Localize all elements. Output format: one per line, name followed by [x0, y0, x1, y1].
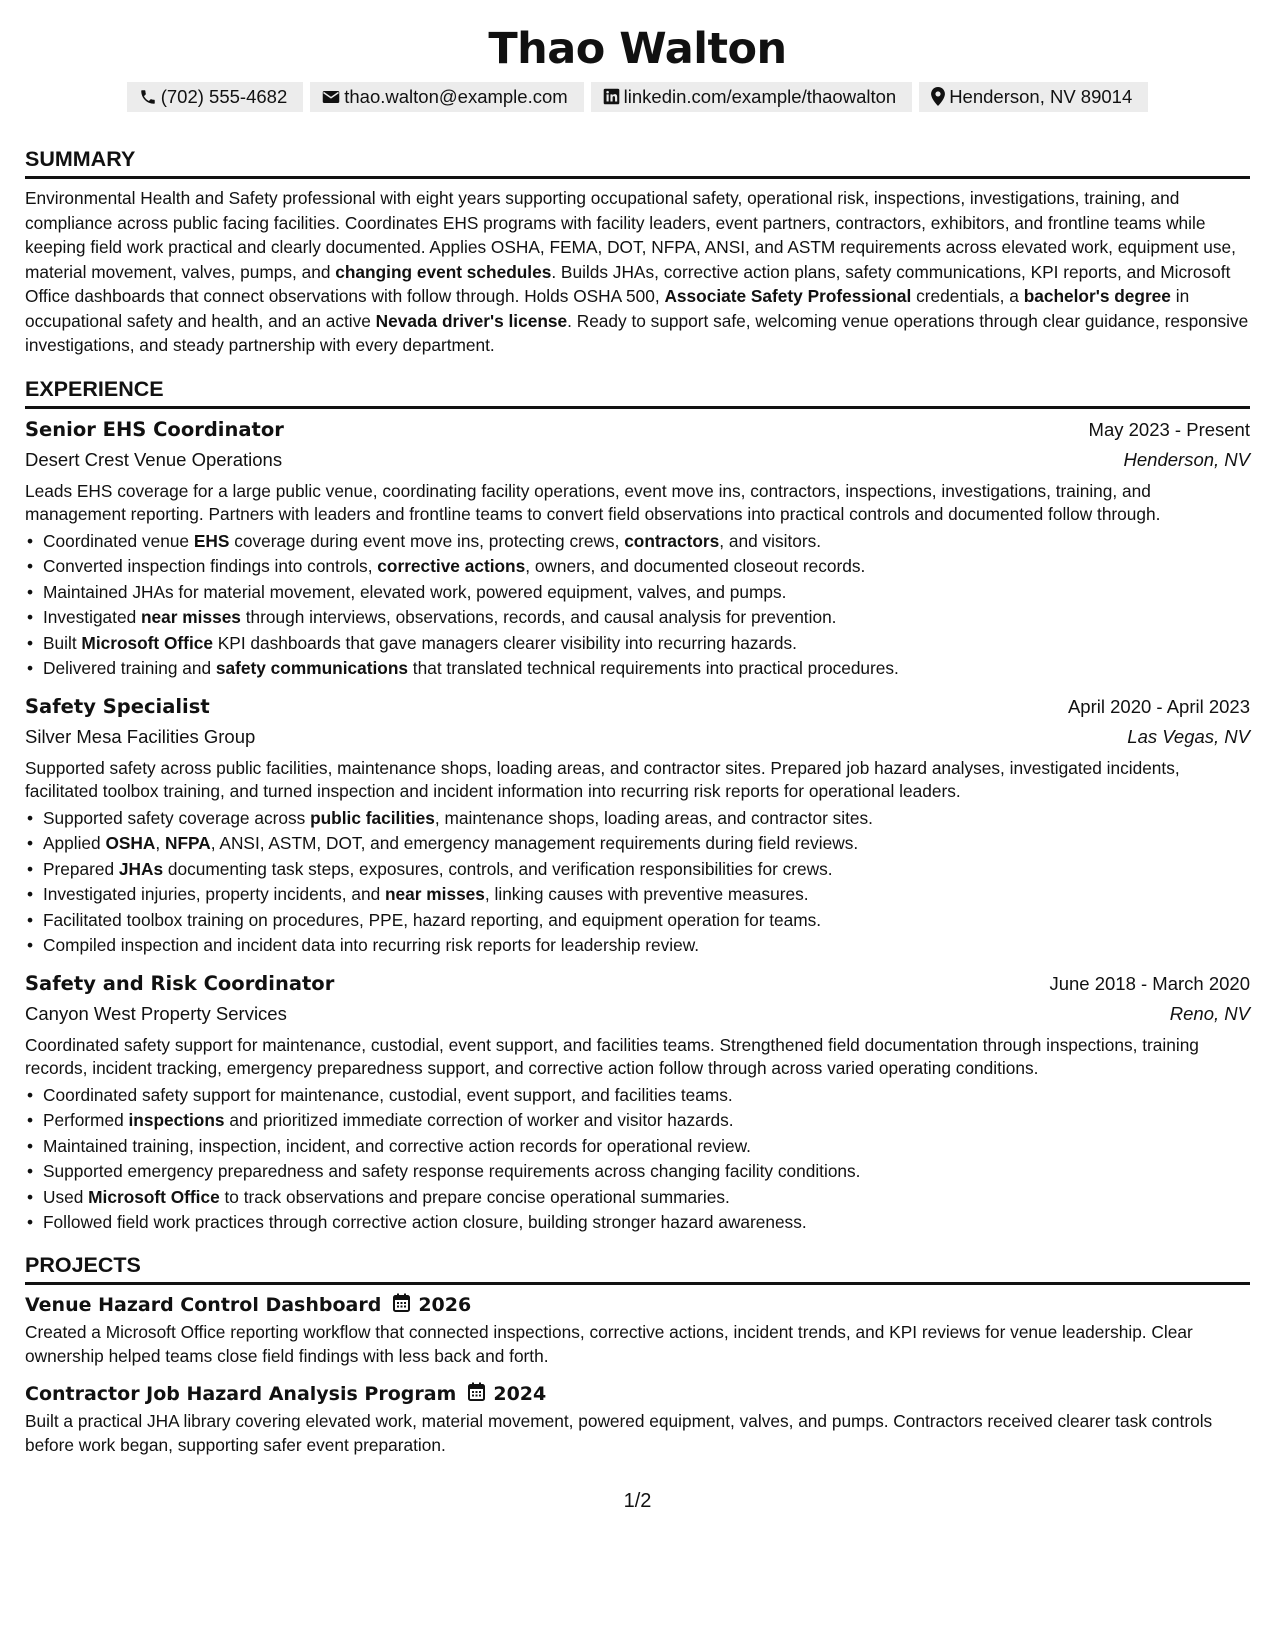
bullet-item	[25, 656, 1250, 682]
job-entry	[25, 968, 1250, 1236]
project-description: Built a practical JHA library covering elevated work, material movement, powered equipment, valves, and pumps. Contractors received clearer task controls before work began, supporting safer event preparation.	[25, 1410, 1213, 1455]
text-run: Followed field work practices through corrective action closure, building stronger hazard awareness.	[43, 1212, 807, 1232]
text-run: Performed	[43, 1110, 129, 1130]
bullet-item	[25, 857, 1250, 883]
bold-text: bachelor's degree	[1023, 286, 1171, 306]
summary-heading: SUMMARY	[25, 147, 136, 171]
job-description: Coordinated safety support for maintenance, custodial, event support, and facilities teams. Strengthened field documentation through inspections, training records, incident tracking, emergency preparedness support, and corrective action follow through across varied operating conditions.	[25, 1034, 1199, 1078]
text-run: through interviews, observations, records, and causal analysis for prevention.	[240, 607, 837, 627]
text-run: Compiled inspection and incident data into recurring risk reports for leadership review.	[43, 935, 700, 955]
contact-linkedin[interactable]	[591, 82, 913, 112]
job-location: Henderson, NV	[1123, 448, 1250, 470]
bullet-item	[25, 806, 1250, 832]
section-divider	[25, 406, 1250, 409]
bold-text: OSHA	[105, 833, 156, 853]
text-run: KPI dashboards that gave managers clearer visibility into recurring hazards.	[212, 632, 797, 653]
job-bullets	[25, 806, 1250, 959]
bold-text: near misses	[141, 607, 241, 627]
job-description: Leads EHS coverage for a large public venue, coordinating facility operations, event move ins, contractors, inspections, investigations, training, and management reporting. Partners with leaders and frontline teams to convert field observations into practical controls and documented follow through.	[25, 480, 1161, 524]
text-run: Delivered training and	[43, 658, 216, 678]
text-run: , ANSI, ASTM, DOT, and emergency management requirements during field reviews.	[210, 833, 859, 853]
text-run: Investigated	[43, 607, 141, 627]
bold-text: NFPA	[165, 833, 211, 853]
text-run: that translated technical requirements into practical procedures.	[408, 658, 899, 678]
project-title: Contractor Job Hazard Analysis Program	[25, 1382, 457, 1405]
project-entry	[25, 1380, 1250, 1457]
bold-text: safety communications	[215, 658, 408, 678]
project-year: 2024	[493, 1382, 547, 1405]
section-divider	[25, 1282, 1250, 1285]
text-run: , owners, and documented closeout records.	[525, 556, 866, 576]
bold-text: near misses	[384, 884, 485, 904]
text-run: Applied	[43, 833, 106, 853]
experience-heading: EXPERIENCE	[25, 376, 164, 401]
bullet-item	[25, 1210, 1250, 1236]
bullet-item	[25, 1134, 1250, 1160]
text-run: . Builds JHAs, corrective action plans, safety communications, KPI reports, and Microsoft Office dashboards that connect observations with follow through. Holds OSHA 500,	[25, 261, 1231, 306]
bullet-item	[25, 1108, 1250, 1134]
job-title: Safety Specialist	[25, 694, 210, 718]
job-dates: May 2023 - Present	[1088, 418, 1250, 440]
text-run: Maintained training, inspection, incident, and corrective action records for operational review.	[43, 1135, 751, 1156]
job-company: Silver Mesa Facilities Group	[25, 725, 256, 747]
text-run: Investigated injuries, property incidents, and	[43, 884, 385, 904]
text-run: ,	[155, 833, 165, 853]
summary-text	[25, 186, 1250, 358]
job-entry	[25, 691, 1250, 959]
text-run: Prepared	[43, 858, 119, 879]
map-pin-icon	[931, 87, 945, 106]
contact-email[interactable]	[310, 82, 583, 112]
bullet-item	[25, 908, 1250, 934]
bullet-item	[25, 1185, 1250, 1211]
bullet-item	[25, 1159, 1250, 1185]
bullet-item	[25, 831, 1250, 857]
text-run: . Ready to support safe, welcoming venue operations through clear guidance, responsive investigations, and steady partnership with every department.	[25, 310, 1249, 355]
page-number: 1/2	[623, 1490, 652, 1512]
candidate-name: Thao Walton	[488, 24, 787, 74]
contact-linkedin-text: linkedin.com/example/thaowalton	[623, 85, 897, 107]
text-run: , maintenance shops, loading areas, and contractor sites.	[434, 807, 873, 828]
project-title: Venue Hazard Control Dashboard	[25, 1293, 382, 1316]
contact-email-text: thao.walton@example.com	[344, 85, 568, 107]
phone-icon	[139, 88, 157, 106]
project-entry	[25, 1291, 1250, 1368]
contact-phone-text: (702) 555-4682	[160, 85, 288, 107]
text-run: credentials, a	[911, 286, 1024, 306]
bullet-item	[25, 605, 1250, 631]
bold-text: Nevada driver's license	[375, 310, 568, 331]
contact-location-text: Henderson, NV 89014	[949, 85, 1133, 107]
bold-text: corrective actions	[377, 556, 526, 576]
job-company: Canyon West Property Services	[25, 1002, 287, 1024]
job-dates: April 2020 - April 2023	[1067, 695, 1250, 717]
text-run: Used	[43, 1186, 89, 1207]
text-run: coverage during event move ins, protecting crews,	[229, 530, 625, 551]
job-dates: June 2018 - March 2020	[1049, 972, 1250, 994]
section-divider	[25, 176, 1250, 179]
job-entry	[25, 414, 1250, 682]
bold-text: inspections	[128, 1110, 225, 1130]
bold-text: changing event schedules	[335, 261, 552, 282]
project-description: Created a Microsoft Office reporting workflow that connected inspections, corrective actions, incident trends, and KPI reviews for venue leadership. Clear ownership helped teams close field findings with less back and forth.	[25, 1321, 1193, 1366]
bullet-item	[25, 882, 1250, 908]
bold-text: Associate Safety Professional	[664, 286, 912, 306]
bold-text: EHS	[193, 530, 230, 551]
bold-text: public facilities	[310, 807, 435, 828]
calendar-icon	[393, 1293, 410, 1317]
text-run: Converted inspection findings into controls,	[43, 556, 378, 576]
text-run: in occupational safety and health, and an active	[25, 286, 1190, 331]
bullet-item	[25, 554, 1250, 580]
bullet-item	[25, 529, 1250, 555]
job-company: Desert Crest Venue Operations	[25, 448, 283, 470]
text-run: documenting task steps, exposures, controls, and verification responsibilities for crews.	[163, 858, 833, 879]
bullet-item	[25, 631, 1250, 657]
job-description: Supported safety across public facilities, maintenance shops, loading areas, and contractor sites. Prepared job hazard analyses, investigated incidents, facilitated toolbox training, and turned inspection and incident information into recurring risk reports for operational leaders.	[25, 757, 1180, 801]
text-run: Built	[43, 632, 82, 653]
text-run: Maintained JHAs for material movement, elevated work, powered equipment, valves, and pumps.	[43, 581, 787, 602]
bullet-item	[25, 933, 1250, 959]
job-title: Safety and Risk Coordinator	[25, 971, 335, 995]
text-run: , and visitors.	[719, 530, 822, 551]
text-run: and prioritized immediate correction of worker and visitor hazards.	[224, 1110, 734, 1130]
text-run: Coordinated safety support for maintenance, custodial, event support, and facilities teams.	[43, 1084, 733, 1105]
bullet-item	[25, 580, 1250, 606]
contact-bar	[25, 82, 1250, 112]
project-year: 2026	[418, 1293, 472, 1316]
job-location: Reno, NV	[1169, 1002, 1250, 1024]
bold-text: Microsoft Office	[81, 632, 213, 653]
text-run: Coordinated venue	[43, 530, 194, 551]
text-run: to track observations and prepare concise operational summaries.	[219, 1186, 730, 1207]
job-location: Las Vegas, NV	[1127, 725, 1250, 747]
projects-heading: PROJECTS	[25, 1252, 141, 1277]
text-run: Environmental Health and Safety professional with eight years supporting occupational safety, operational risk, inspections, investigations, training, and compliance across public facing facilities. Coordinates EHS programs with facility leaders, event partners, contractors, exhibitors, and frontline teams while keeping field work practical and clearly documented. Applies OSHA, FEMA, DOT, NFPA, ANSI, and ASTM requirements across elevated work, equipment use, material movement, valves, pumps, and	[25, 188, 1236, 282]
text-run: , linking causes with preventive measures.	[484, 884, 809, 904]
text-run: Supported safety coverage across	[43, 807, 311, 828]
contact-phone[interactable]	[127, 82, 304, 112]
bullet-item	[25, 1083, 1250, 1109]
bold-text: contractors	[624, 530, 720, 551]
job-title: Senior EHS Coordinator	[25, 417, 284, 441]
bold-text: Microsoft Office	[88, 1186, 220, 1207]
contact-location	[919, 82, 1148, 112]
linkedin-icon	[603, 88, 620, 105]
text-run: Facilitated toolbox training on procedures, PPE, hazard reporting, and equipment operation for teams.	[43, 909, 822, 930]
envelope-icon	[322, 89, 340, 105]
bold-text: JHAs	[118, 858, 164, 879]
resume-page	[25, 0, 1250, 1457]
calendar-icon	[468, 1382, 485, 1406]
text-run: Supported emergency preparedness and safety response requirements across changing facility conditions.	[43, 1161, 861, 1181]
job-bullets	[25, 529, 1250, 682]
job-bullets	[25, 1083, 1250, 1236]
